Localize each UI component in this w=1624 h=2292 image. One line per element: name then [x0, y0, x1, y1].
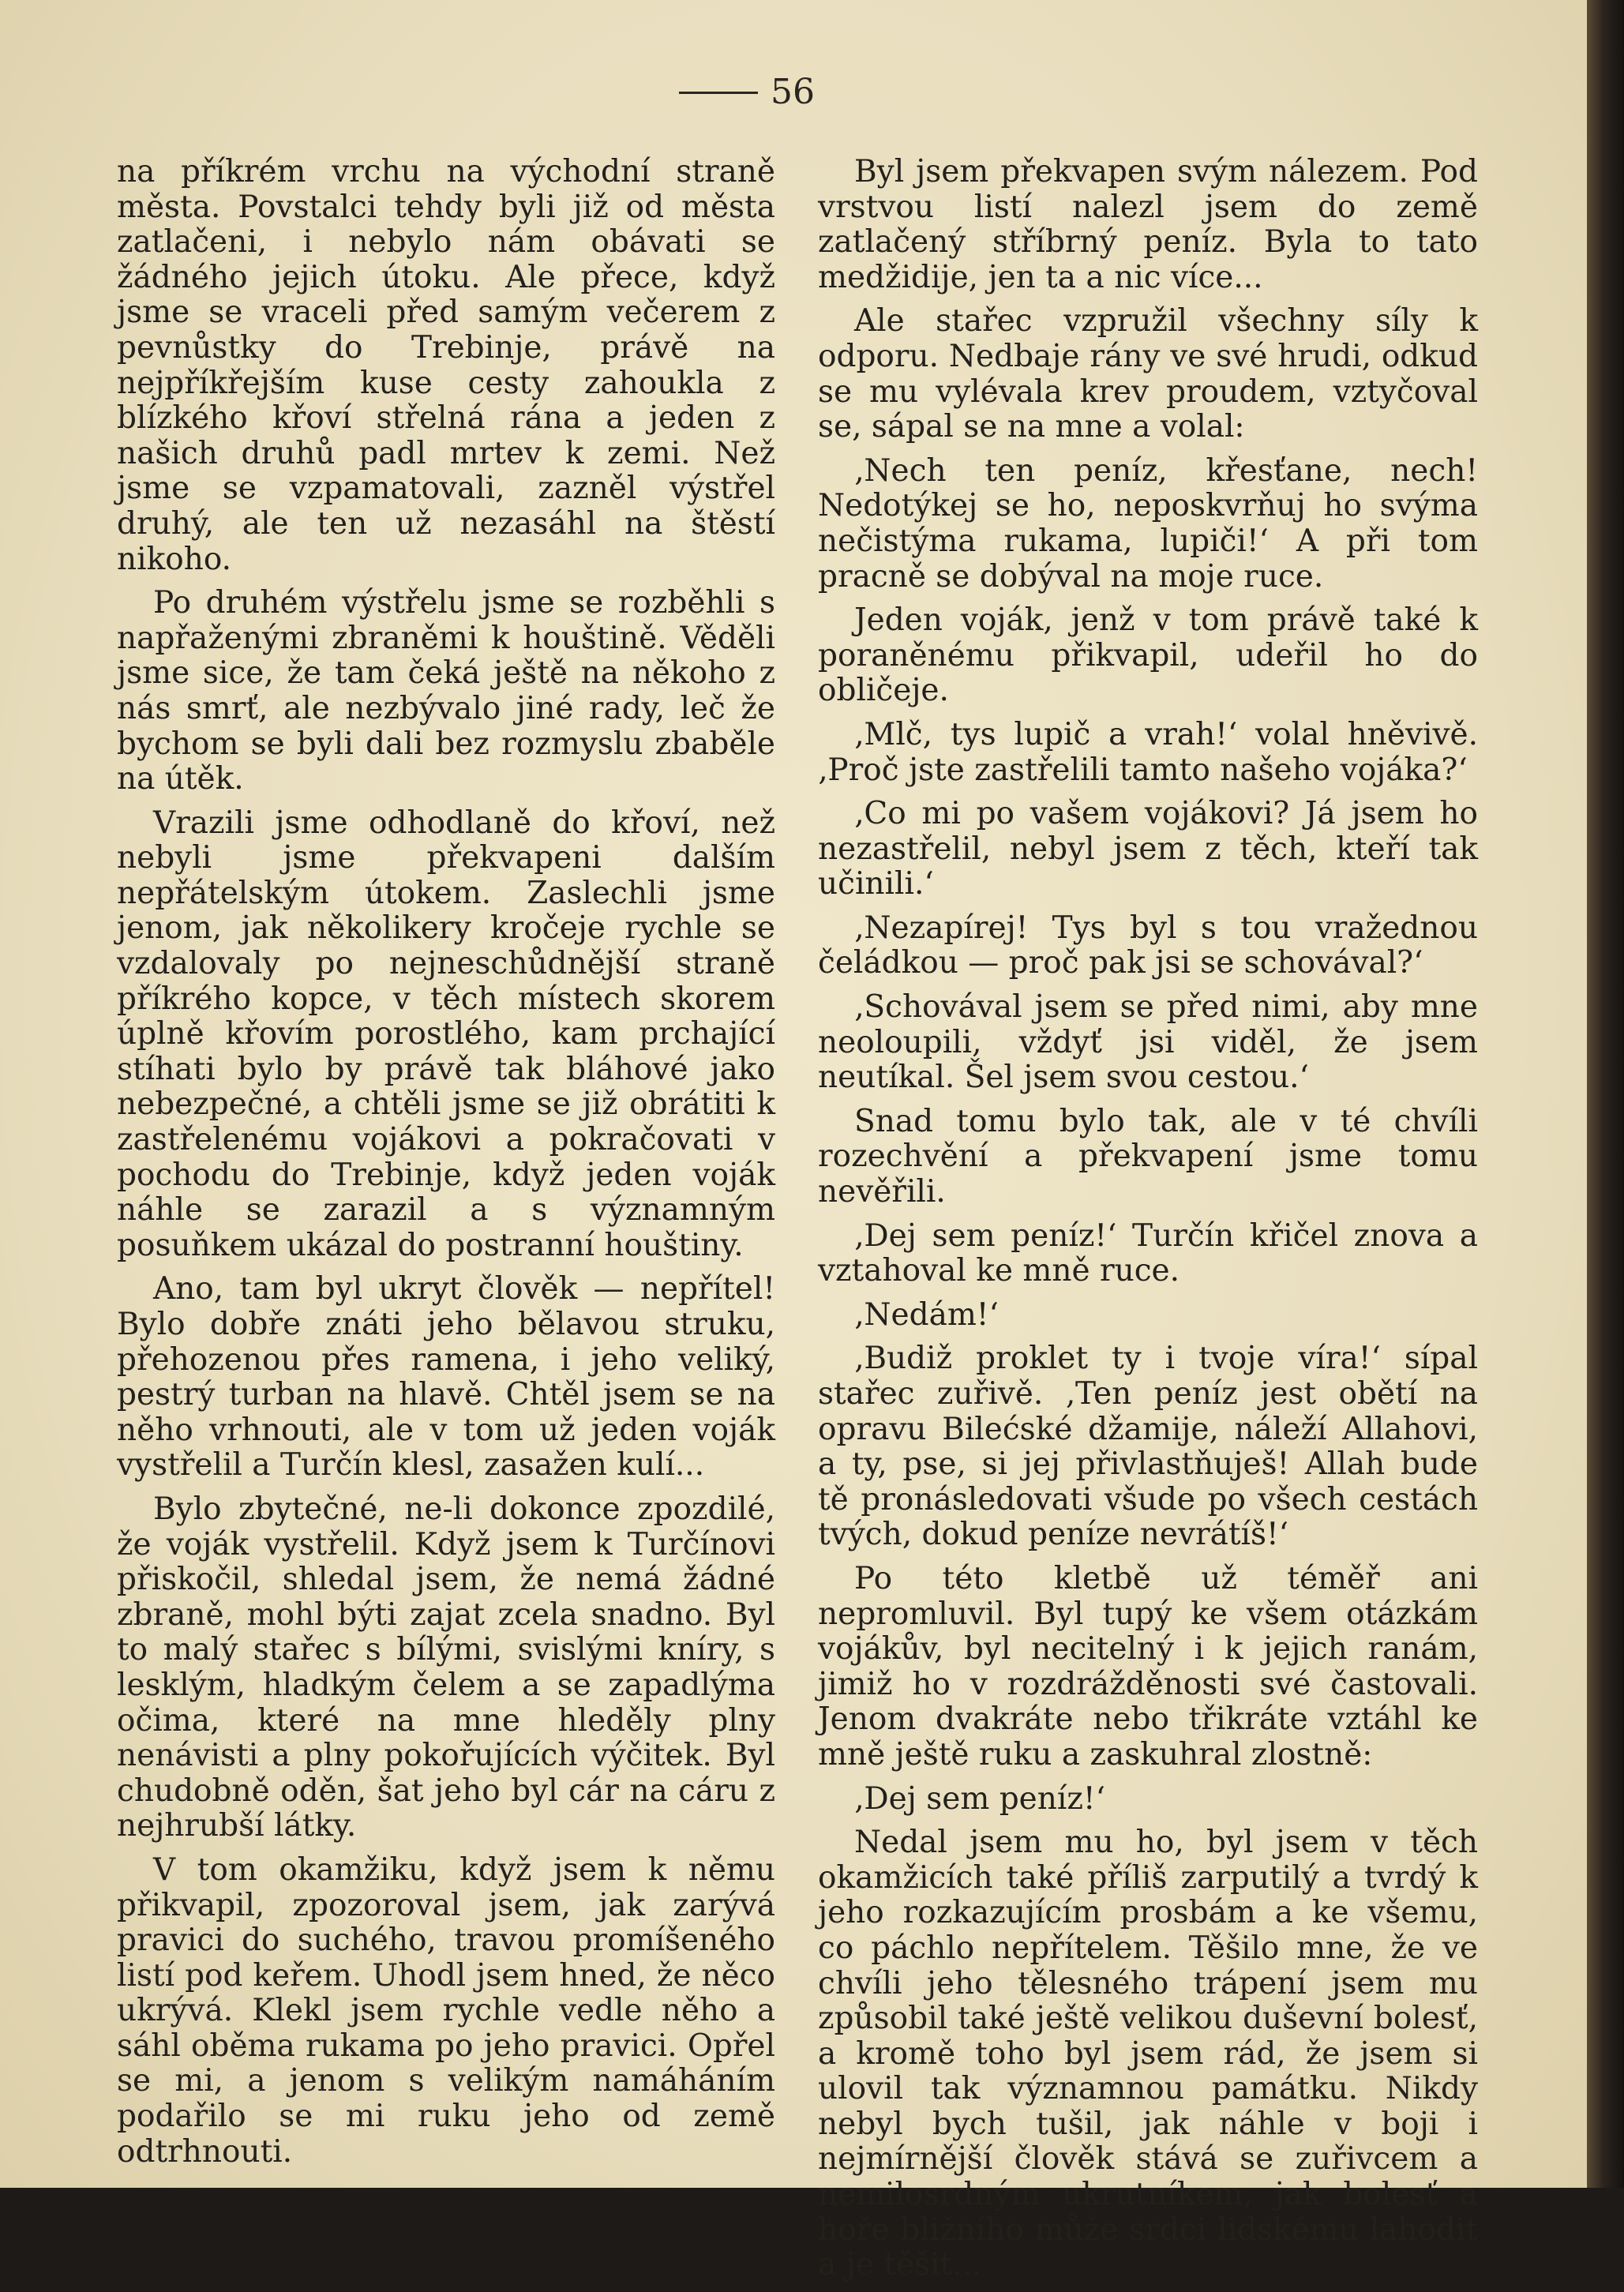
paragraph: Snad tomu bylo tak, ale v té chvíli rozechvění a překvapení jsme tomu nevěřili. — [818, 1103, 1478, 1210]
page-header — [679, 73, 932, 112]
paragraph: ‚Dej sem peníz!‘ — [854, 1780, 1105, 1817]
paragraph: Po této kletbě už téměř ani nepromluvil. Byl tupý ke všem otázkám vojákův, byl necitelný i k jejich ranám, jimiž ho v rozdrážděnosti své častovali. Jenom dvakráte nebo třikráte vztáhl ke mně ještě ruku a zaskuhral zlostně: — [818, 1560, 1478, 1772]
paragraph: ‚Mlč, tys lupič a vrah!‘ volal hněvivě. ‚Proč jste zastřelili tamto našeho vojáka?‘ — [818, 716, 1478, 788]
paragraph: Bylo zbytečné, ne-li dokonce zpozdilé, že voják vystřelil. Když jsem k Turčínovi přiskočil, shledal jsem, že nemá žádné zbraně, mohl býti zajat zcela snadno. Byl to malý stařec s bílými, svislými kníry, s lesklým, hladkým čelem a se zapadlýma očima, které na mne hleděly plny nenávisti a plny pokořujících výčitek. Byl chudobně oděn, šat jeho byl cár na cáru z nejhrubší látky. — [117, 1491, 775, 1844]
paragraph: V tom okamžiku, když jsem k němu přikvapil, zpozoroval jsem, jak zarývá pravici do suchého, travou promíšeného listí pod keřem. Uhodl jsem hned, že něco ukrývá. Klekl jsem rychle vedle něho a sáhl oběma rukama po jeho pravici. Opřel se mi, a jenom s velikým namáháním podařilo se mi ruku jeho od země odtrhnouti. — [117, 1851, 775, 2170]
book-binding-edge — [1587, 0, 1624, 2188]
paragraph: ‚Nech ten peníz, křesťane, nech! Nedotýkej se ho, neposkvrňuj ho svýma nečistýma rukama, lupiči!‘ A při tom pracně se dobýval na moje ruce. — [818, 452, 1478, 595]
header-rule — [679, 92, 758, 94]
paragraph: na příkrém vrchu na východní straně města. Povstalci tehdy byli již od města zatlačeni, i nebylo nám obávati se žádného jejich útoku. Ale přece, když jsme se vraceli před samým večerem z pevnůstky do Trebinje, právě na nejpříkřejším kuse cesty zahoukla z blízkého křoví střelná rána a jeden z našich druhů padl mrtev k zemi. Než jsme se vzpamatovali, zazněl výstřel druhý, ale ten už nezasáhl na štěstí nikoho. — [117, 154, 775, 577]
paragraph: Vrazili jsme odhodlaně do křoví, než nebyli jsme překvapeni dalším nepřátelským útokem. Zaslechli jsme jenom, jak několikery kročeje rychle se vzdalovaly po nejneschůdnější straně příkrého kopce, v těch místech skorem úplně křovím porostlého, kam prchající stíhati bylo by právě tak bláhové jako nebezpečné, a chtěli jsme se již obrátiti k zastřelenému vojákovi a pokračovati v pochodu do Trebinje, když jeden voják náhle se zarazil a s významným posuňkem ukázal do postranní houštiny. — [117, 805, 775, 1263]
paragraph: ‚Schovával jsem se před nimi, aby mne neoloupili, vždyť jsi viděl, že jsem neutíkal. Šel jsem svou cestou.‘ — [818, 989, 1478, 1096]
paragraph: ‚Budiž proklet ty i tvoje víra!‘ sípal stařec zuřivě. ‚Ten peníz jest obětí na opravu Bilećské džamije, náleží Allahovi, a ty, pse, si jej přivlastňuješ! Allah bude tě pronásledovati všude po všech cestách tvých, dokud peníze nevrátíš!‘ — [818, 1341, 1478, 1553]
left-column — [117, 155, 775, 2178]
paragraph: Po druhém výstřelu jsme se rozběhli s napřaženými zbraněmi k houštině. Věděli jsme sice, že tam čeká ještě na někoho z nás smrť, ale nezbývalo jiné rady, leč že bychom se byli dali bez rozmyslu zbaběle na útěk. — [117, 585, 775, 797]
page-number: 56 — [771, 72, 815, 112]
paragraph: Ano, tam byl ukryt člověk — nepřítel! Bylo dobře znáti jeho bělavou struku, přehozenou přes ramena, i jeho veliký, pestrý turban na hlavě. Chtěl jsem se na něho vrhnouti, ale v tom už jeden voják vystřelil a Turčín klesl, zasažen kulí... — [117, 1271, 775, 1484]
paragraph: Jeden voják, jenž v tom právě také k poraněnému přikvapil, udeřil ho do obličeje. — [818, 602, 1478, 709]
paragraph: ‚Nezapírej! Tys byl s tou vražednou čeládkou — proč pak jsi se schovával?‘ — [818, 910, 1478, 981]
paragraph: ‚Nedám!‘ — [854, 1296, 999, 1333]
paragraph: Ale stařec vzpružil všechny síly k odporu. Nedbaje rány ve své hrudi, odkud se mu vylévala krev proudem, vztyčoval se, sápal se na mne a volal: — [818, 303, 1478, 445]
paragraph: Byl jsem překvapen svým nálezem. Pod vrstvou listí nalezl jsem do země zatlačený stříbrný peníz. Byla to tato medžidije, jen ta a nic více... — [818, 154, 1478, 295]
paragraph: Nedal jsem mu ho, byl jsem v těch okamžicích také příliš zarputilý a tvrdý k jeho rozkazujícím prosbám a ke všemu, co páchlo nepřítelem. Těšilo mne, že ve chvíli jeho tělesného trápení jsem mu způsobil také ještě velikou duševní bolesť, a kromě toho byl jsem rád, že jsem si ulovil tak významnou památku. Nikdy nebyl bych tušil, jak náhle v boji i nejmírnější člověk stává se zuřivcem a nemilosrdným ukrutníkem, jak bolesť a hoře bližního může srdci lidskému lahodit a je těšit... — [818, 1825, 1478, 2283]
paragraph: ‚Dej sem peníz!‘ Turčín křičel znova a vztahoval ke mně ruce. — [818, 1217, 1478, 1289]
right-column — [818, 155, 1478, 2292]
paragraph: ‚Co mi po vašem vojákovi? Já jsem ho nezastřelil, nebyl jsem z těch, kteří tak učinili.‘ — [818, 796, 1478, 902]
